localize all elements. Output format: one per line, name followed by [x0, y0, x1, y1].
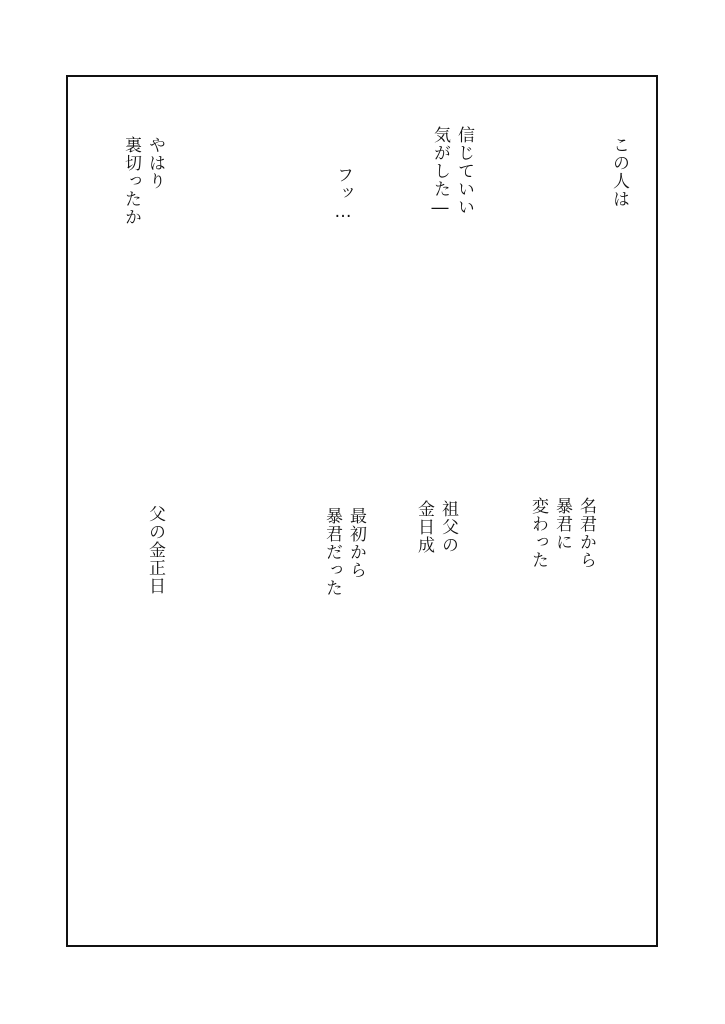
speech-line: フッ… — [333, 166, 353, 223]
speech-line: 信じていい — [454, 126, 474, 216]
speech-meikun — [526, 497, 598, 569]
speech-fu — [331, 166, 355, 223]
speech-shinjite — [428, 126, 476, 219]
speech-line: 暴君に — [552, 497, 572, 551]
speech-saisho — [320, 507, 368, 597]
speech-yahari — [119, 136, 167, 226]
speech-line: 父の金正日 — [145, 505, 165, 595]
speech-line: やはり — [145, 136, 165, 190]
speech-line: 最初から — [346, 507, 366, 579]
speech-chichi — [143, 505, 167, 595]
speech-line: 変わった — [528, 497, 548, 569]
speech-line: 祖父の — [438, 500, 458, 554]
speech-line: 名君から — [576, 497, 596, 569]
speech-line: 暴君だった — [322, 507, 342, 597]
speech-kono-hito — [607, 136, 631, 208]
speech-line: 金日成 — [414, 500, 434, 554]
speech-line: この人は — [609, 136, 629, 208]
speech-line: 裏切ったか — [121, 136, 141, 226]
speech-sofu — [412, 500, 460, 554]
speech-line: 気がした― — [430, 126, 450, 219]
